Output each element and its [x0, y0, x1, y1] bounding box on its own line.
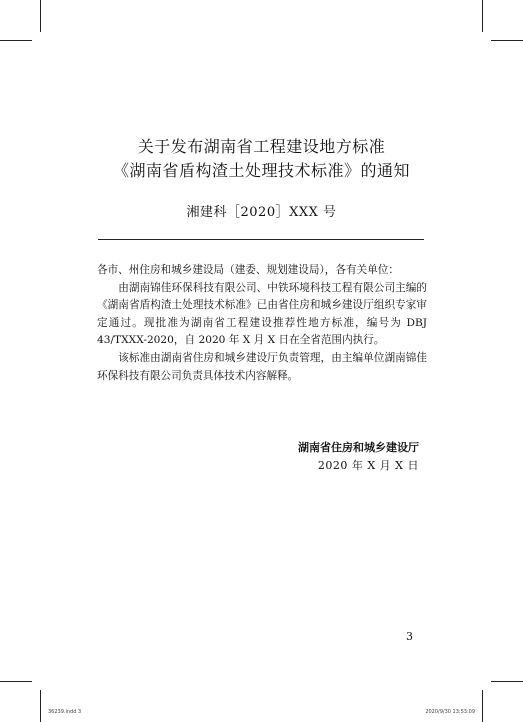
crop-mark-bottom-left-h — [0, 681, 32, 682]
issue-date: 2020 年 X 月 X 日 — [317, 459, 419, 472]
notice-body — [97, 262, 427, 385]
notice-title-line-1: 关于发布湖南省工程建设地方标准 — [137, 137, 386, 156]
crop-mark-top-left-v — [40, 0, 41, 32]
crop-mark-bottom-right-v — [482, 690, 483, 722]
crop-mark-top-left-h — [0, 40, 32, 41]
document-number: 湘建科［2020］XXX 号 — [186, 205, 337, 220]
crop-mark-top-right-v — [482, 0, 483, 32]
issuing-organization: 湖南省住房和城乡建设厅 — [298, 441, 419, 454]
crop-mark-bottom-left-v — [40, 690, 41, 722]
notice-title-line-2: 《湖南省盾构渣土处理技术标准》的通知 — [112, 161, 410, 180]
salutation: 各市、州住房和城乡建设局（建委、规划建设局），各有关单位： — [97, 264, 399, 276]
body-paragraph-2: 该标准由湖南省住房和城乡建设厅负责管理，由主编单位湖南锦佳环保科技有限公司负责具体技术内容解释。 — [97, 351, 427, 382]
header-divider — [98, 239, 424, 240]
crop-mark-bottom-right-h — [491, 681, 523, 682]
body-paragraph-1: 由湖南锦佳环保科技有限公司、中铁环境科技工程有限公司主编的《湖南省盾构渣土处理技术标准》已由省住房和城乡建设厅组织专家审定通过。现批准为湖南省工程建设推荐性地方标准，编号为 DBJ 43/TXXX-2020，自 2020 年 X 月 X 日在全省范围内执行。 — [97, 281, 427, 347]
print-slug-filename: 36239.indd 3 — [48, 709, 82, 715]
crop-mark-top-right-h — [491, 40, 523, 41]
print-slug-timestamp: 2020/9/30 13:53:09 — [425, 709, 475, 715]
page-number: 3 — [406, 630, 413, 643]
